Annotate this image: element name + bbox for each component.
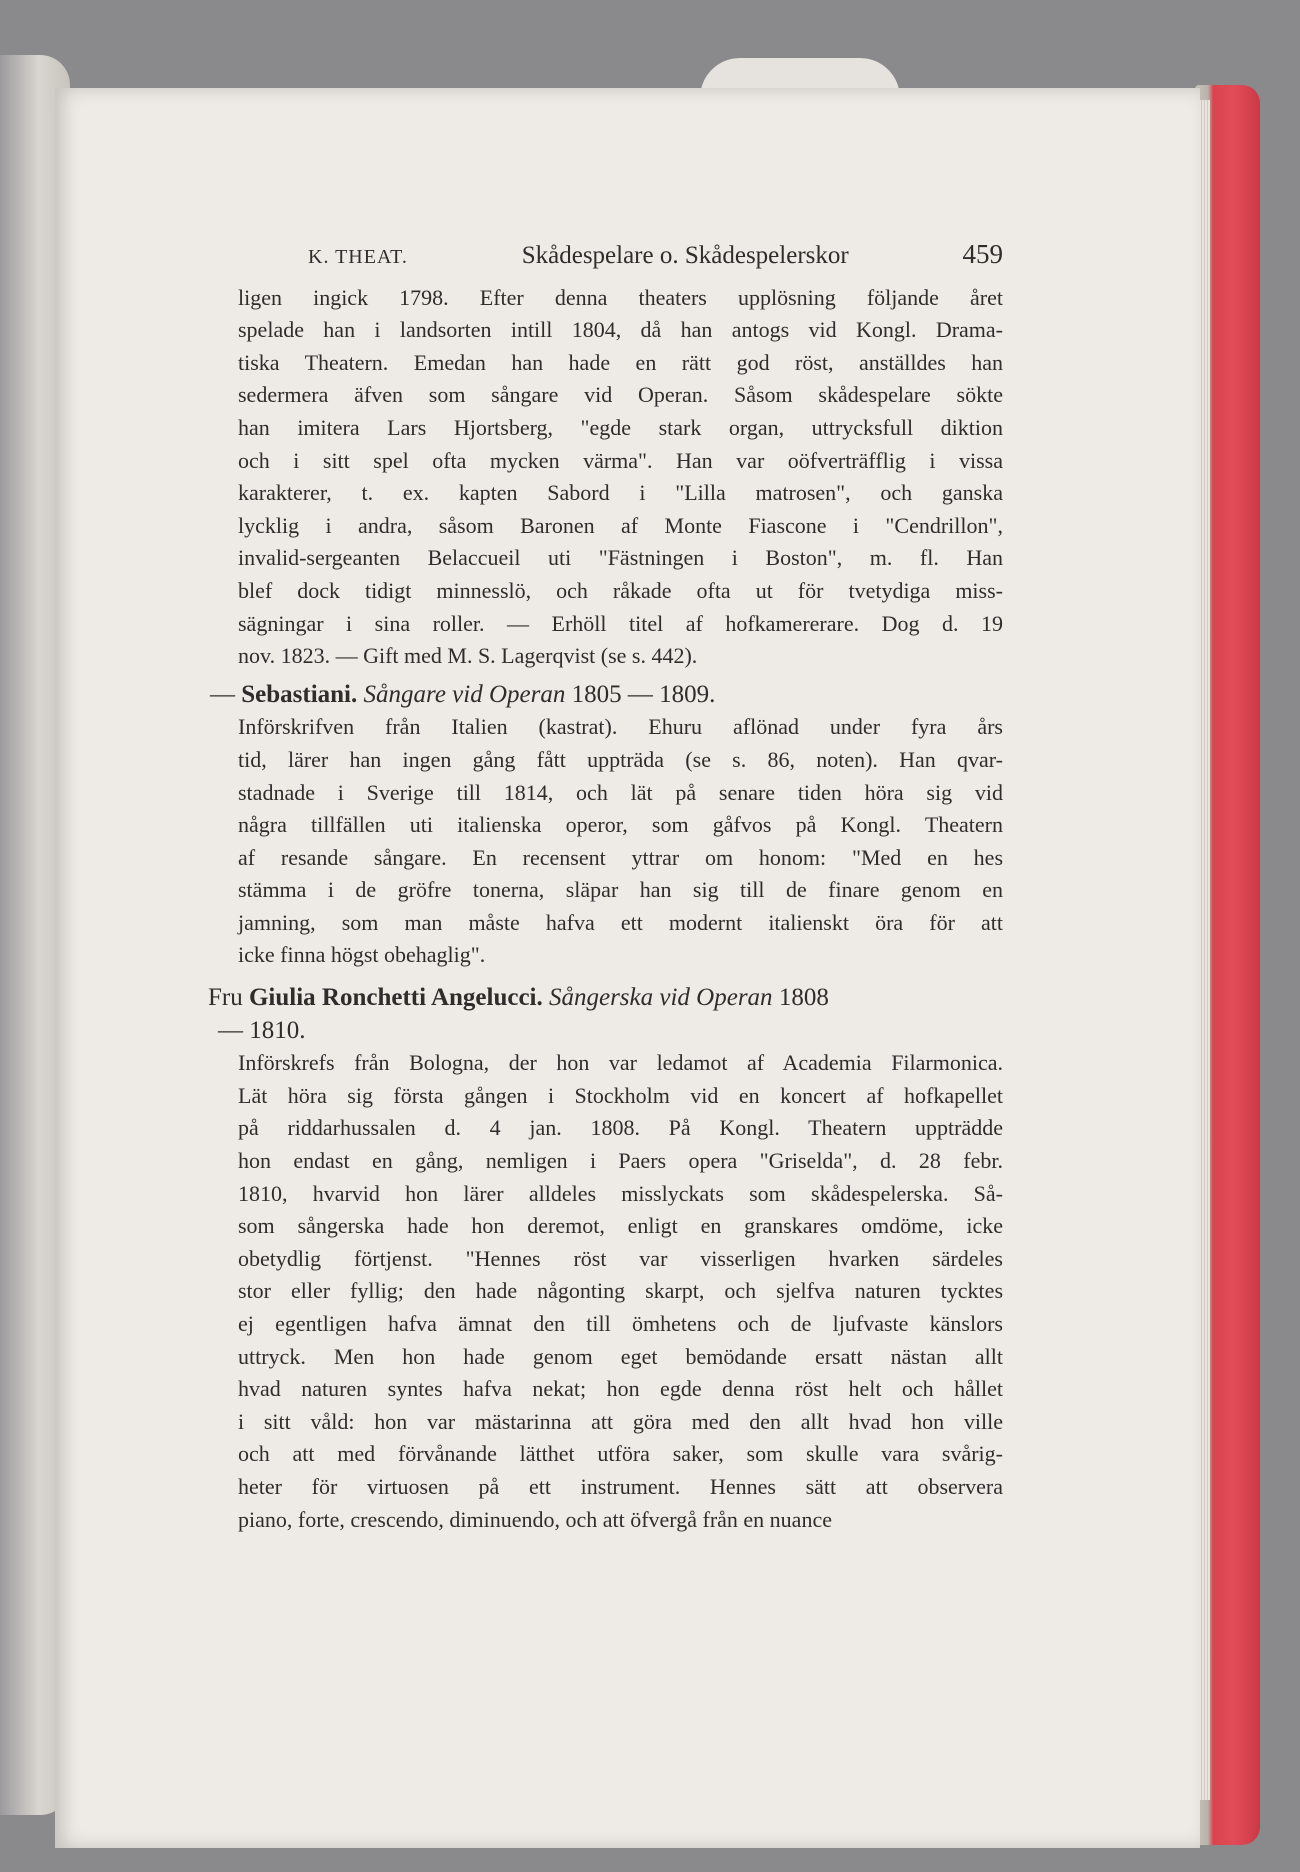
- entry-name: Giulia Ronchetti Angelucci.: [248, 984, 543, 1012]
- text-line: och i sitt spel ofta mycken värma". Han var oöfverträfflig i vissa: [238, 447, 1003, 473]
- text-line: Lät höra sig första gången i Stockholm vid en koncert af hofkapellet: [238, 1082, 1003, 1108]
- text-line: uttryck. Men hon hade genom eget bemödande ersatt nästan allt: [238, 1343, 1003, 1369]
- text-line: jamning, som man måste hafva ett modernt italienskt öra för att: [238, 909, 1003, 935]
- text-line: lycklig i andra, såsom Baronen af Monte Fiascone i "Cendrillon",: [238, 512, 1003, 538]
- entry-sebastiani-heading: [210, 679, 1003, 712]
- entry-role: Sångerska vid Operan: [548, 984, 773, 1012]
- entry-years-end: — 1810.: [218, 1016, 306, 1044]
- entry-name: Sebastiani.: [241, 680, 358, 708]
- text-line: tid, lärer han ingen gång fått uppträda (se s. 86, noten). Han qvar-: [238, 746, 1003, 772]
- text-line: stadnade i Sverige till 1814, och lät på senare tiden höra sig vid: [238, 779, 1003, 805]
- text-line: 1810, hvarvid hon lärer alldeles misslyckats som skådespelerska. Så-: [238, 1180, 1003, 1206]
- text-line: af resande sångare. En recensent yttrar om honom: "Med en hes: [238, 844, 1003, 870]
- text-line: obetydlig förtjenst. "Hennes röst var visserligen hvarken särdeles: [238, 1245, 1003, 1271]
- entry-prefix: Fru: [208, 984, 243, 1012]
- text-line: heter för virtuosen på ett instrument. Hennes sätt att observera: [238, 1473, 1003, 1499]
- text-line: tiska Theatern. Emedan han hade en rätt god röst, anställdes han: [238, 349, 1003, 375]
- text-line: i sitt våld: hon var mästarinna att göra med den allt hvad hon ville: [238, 1408, 1003, 1434]
- entry-angelucci-heading-cont: [218, 1015, 1003, 1048]
- text-line: sedermera äfven som sångare vid Operan. Såsom skådespelare sökte: [238, 382, 1003, 408]
- entry-angelucci-heading: [208, 982, 1003, 1015]
- section-3: [238, 1047, 1003, 1536]
- header-title: Skådespelare o. Skådespelerskor: [521, 242, 849, 269]
- text-line: sägningar i sina roller. — Erhöll titel af hofkamererare. Dog d. 19: [238, 610, 1003, 636]
- text-line: ligen ingick 1798. Efter denna theaters upplösning följande året: [238, 284, 1003, 310]
- section-1: [238, 282, 1003, 673]
- text-line: och att med förvånande lätthet utföra saker, som skulle vara svårig-: [238, 1441, 1003, 1467]
- text-line: hon endast en gång, nemligen i Paers opera "Griselda", d. 28 febr.: [238, 1148, 1003, 1174]
- text-line: karakterer, t. ex. kapten Sabord i "Lilla matrosen", och ganska: [238, 480, 1003, 506]
- text-line: nov. 1823. — Gift med M. S. Lagerqvist (se s. 442).: [238, 643, 698, 669]
- text-line: piano, forte, crescendo, diminuendo, och att öfvergå från en nuance: [238, 1506, 832, 1532]
- section-2: [238, 711, 1003, 972]
- text-line: Införskrifven från Italien (kastrat). Ehuru aflönad under fyra års: [238, 714, 1003, 740]
- text-line: ej egentligen hafva ämnat den till ömhetens och de ljufvaste känslors: [238, 1311, 1003, 1336]
- running-header: [238, 238, 1003, 274]
- entry-years-start: 1808: [778, 984, 829, 1012]
- entry-role: Sångare vid Operan: [363, 680, 566, 708]
- text-line: hvad naturen syntes hafva nekat; hon egde denna röst helt och hållet: [238, 1376, 1003, 1402]
- text-line: invalid-sergeanten Belaccueil uti "Fästningen i Boston", m. fl. Han: [238, 545, 1003, 571]
- text-line: som sångerska hade hon deremot, enligt en granskares omdöme, icke: [238, 1213, 1003, 1239]
- text-line: blef dock tidigt minnesslö, och råkade ofta ut för tvetydiga miss-: [238, 577, 1003, 603]
- entry-dash: —: [210, 680, 235, 708]
- text-line: Införskrefs från Bologna, der hon var ledamot af Academia Filarmonica.: [238, 1050, 1003, 1076]
- text-line: han imitera Lars Hjortsberg, "egde stark organ, uttrycksfull diktion: [238, 414, 1003, 440]
- header-left: K. THEAT.: [308, 246, 408, 268]
- text-line: några tillfällen uti italienska operor, som gåfvos på Kongl. Theatern: [238, 812, 1003, 838]
- text-line: på riddarhussalen d. 4 jan. 1808. På Kongl. Theatern uppträdde: [238, 1115, 1003, 1141]
- page-text: [208, 238, 1003, 1536]
- text-line: stor eller fyllig; den hade någonting skarpt, och sjelfva naturen tycktes: [238, 1278, 1003, 1304]
- text-line: stämma i de gröfre tonerna, släpar han sig till de finare genom en: [238, 877, 1003, 903]
- text-line: spelade han i landsorten intill 1804, då han antogs vid Kongl. Drama-: [238, 317, 1003, 343]
- page-number: 459: [962, 239, 1003, 269]
- text-line: icke finna högst obehaglig".: [238, 942, 486, 968]
- entry-years: 1805 — 1809.: [571, 680, 716, 708]
